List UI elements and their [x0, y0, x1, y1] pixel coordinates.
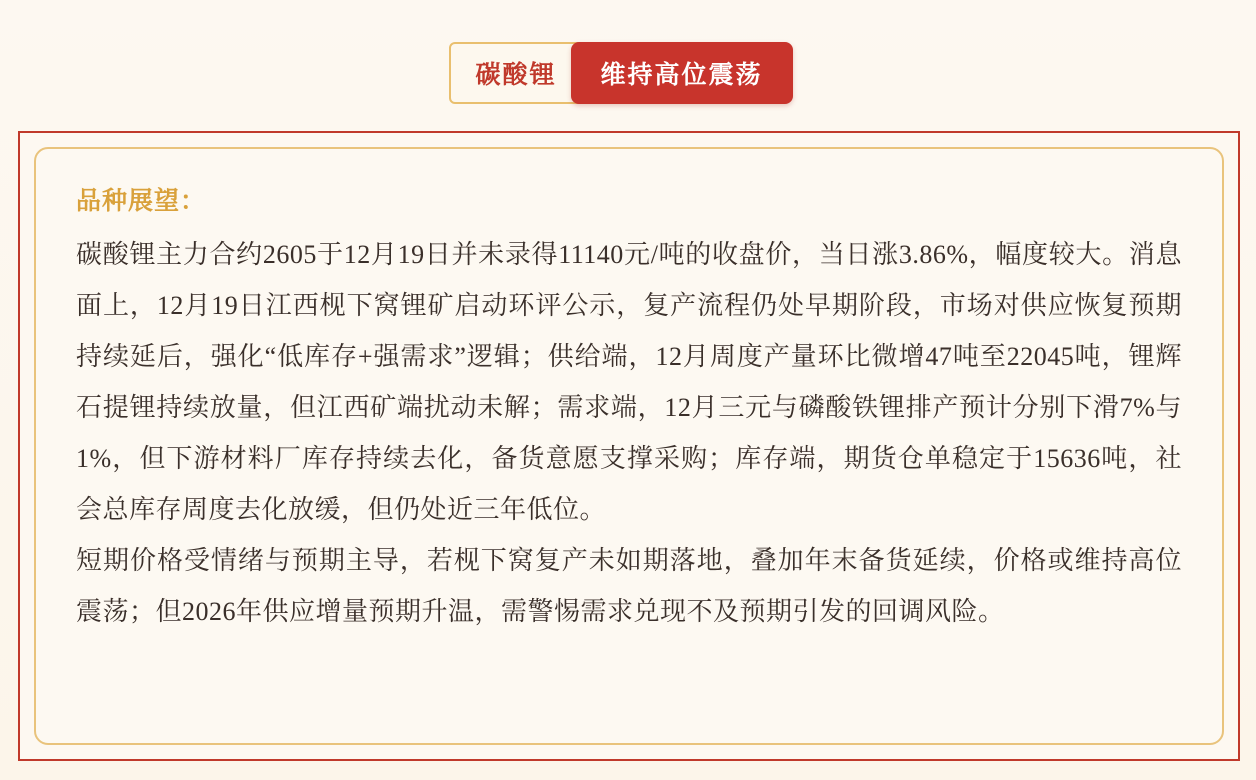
- paragraph-2: 短期价格受情绪与预期主导，若枧下窝复产未如期落地，叠加年末备货延续，价格或维持高位震荡；但2026年供应增量预期升温，需警惕需求兑现不及预期引发的回调风险。: [76, 546, 1182, 626]
- section-title: 品种展望：: [76, 188, 207, 215]
- header-tag-group: [449, 42, 792, 104]
- outlook-tag: 维持高位震荡: [571, 42, 793, 104]
- variety-tag: 碳酸锂: [449, 42, 586, 104]
- body-text: [76, 229, 1182, 637]
- content-card: [34, 147, 1224, 745]
- content-card-outer-border: [18, 131, 1240, 761]
- header: [0, 42, 1256, 104]
- paragraph-1: 碳酸锂主力合约2605于12月19日并未录得11140元/吨的收盘价，当日涨3.86%，幅度较大。消息面上，12月19日江西枧下窝锂矿启动环评公示，复产流程仍处早期阶段，市场对供应恢复预期持续延后，强化“低库存+强需求”逻辑；供给端，12月周度产量环比微增47吨至22045吨，锂辉石提锂持续放量，但江西矿端扰动未解；需求端，12月三元与磷酸铁锂排产预计分别下滑7%与1%，但下游材料厂库存持续去化，备货意愿支撑采购；库存端，期货仓单稳定于15636吨，社会总库存周度去化放缓，但仍处近三年低位。: [76, 240, 1182, 524]
